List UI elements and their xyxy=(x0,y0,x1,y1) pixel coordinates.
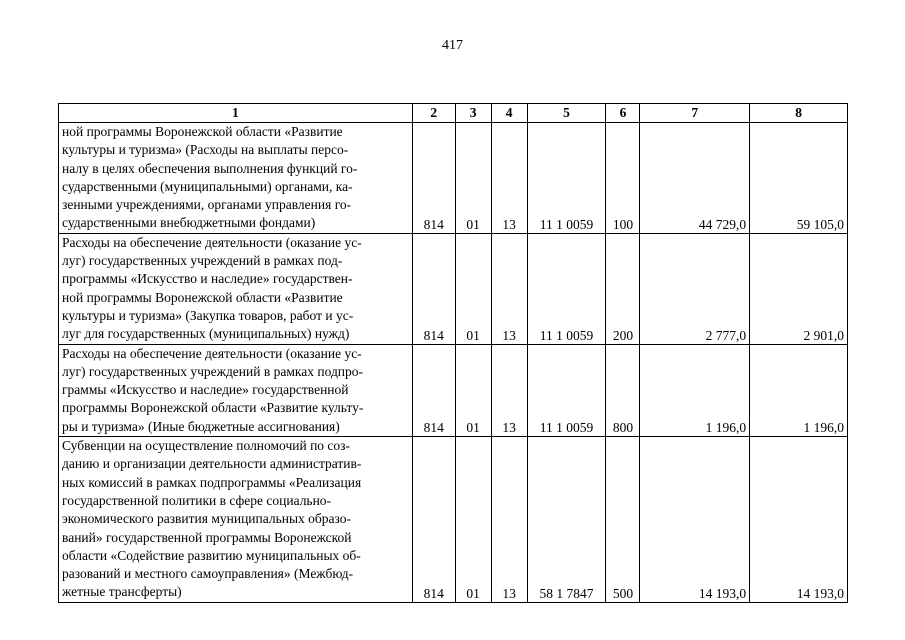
ministry-code: 814 xyxy=(412,437,455,603)
subsection-code: 13 xyxy=(491,344,527,436)
table-row xyxy=(59,344,848,436)
target-article-code: 11 1 0059 xyxy=(527,233,606,344)
header-col-5: 5 xyxy=(527,104,606,123)
description-line: зенными учреждениями, органами управления го- xyxy=(62,197,352,213)
expense-type-code: 100 xyxy=(606,123,640,234)
table-row xyxy=(59,123,848,234)
budget-table xyxy=(58,103,848,603)
description-line: граммы «Искусство и наследие» государственной xyxy=(62,382,349,398)
table-row xyxy=(59,233,848,344)
amount-col-7: 14 193,0 xyxy=(640,437,750,603)
section-code: 01 xyxy=(455,233,491,344)
description-line: жетные трансферты) xyxy=(62,584,182,600)
target-article-code: 11 1 0059 xyxy=(527,123,606,234)
subsection-code: 13 xyxy=(491,233,527,344)
section-code: 01 xyxy=(455,344,491,436)
page-number: 417 xyxy=(442,38,463,53)
description-line: области «Содействие развитию муниципальных об- xyxy=(62,547,361,563)
target-article-code: 58 1 7847 xyxy=(527,437,606,603)
description-line: разований и местного самоуправления» (Межбюд- xyxy=(62,566,354,582)
ministry-code: 814 xyxy=(412,233,455,344)
ministry-code: 814 xyxy=(412,123,455,234)
row-description xyxy=(59,344,413,436)
description-line: налу в целях обеспечения выполнения функций го- xyxy=(62,160,358,176)
row-description xyxy=(59,233,413,344)
description-line: культуры и туризма» (Расходы на выплаты персо- xyxy=(62,142,349,158)
description-line: луг для государственных (муниципальных) нужд) xyxy=(62,326,350,342)
description-line: программы «Искусство и наследие» государствен- xyxy=(62,271,353,287)
description-line: экономического развития муниципальных образо- xyxy=(62,511,352,527)
header-row xyxy=(59,104,848,123)
amount-col-7: 44 729,0 xyxy=(640,123,750,234)
expense-type-code: 200 xyxy=(606,233,640,344)
amount-col-8: 14 193,0 xyxy=(750,437,848,603)
header-col-7: 7 xyxy=(640,104,750,123)
table-row xyxy=(59,437,848,603)
expense-type-code: 800 xyxy=(606,344,640,436)
description-line: данию и организации деятельности административ- xyxy=(62,456,362,472)
subsection-code: 13 xyxy=(491,123,527,234)
description-line: ных комиссий в рамках подпрограммы «Реализация xyxy=(62,474,362,490)
description-line: Расходы на обеспечение деятельности (оказание ус- xyxy=(62,345,362,361)
section-code: 01 xyxy=(455,437,491,603)
ministry-code: 814 xyxy=(412,344,455,436)
description-line: ной программы Воронежской области «Развитие xyxy=(62,124,343,139)
description-line: ной программы Воронежской области «Развитие xyxy=(62,289,343,305)
header-col-4: 4 xyxy=(491,104,527,123)
amount-col-7: 2 777,0 xyxy=(640,233,750,344)
description-line: ры и туризма» (Иные бюджетные ассигнования) xyxy=(62,418,340,434)
description-line: ваний» государственной программы Воронежской xyxy=(62,529,352,545)
target-article-code: 11 1 0059 xyxy=(527,344,606,436)
description-line: культуры и туризма» (Закупка товаров, работ и ус- xyxy=(62,307,354,323)
subsection-code: 13 xyxy=(491,437,527,603)
amount-col-8: 1 196,0 xyxy=(750,344,848,436)
expense-type-code: 500 xyxy=(606,437,640,603)
amount-col-8: 2 901,0 xyxy=(750,233,848,344)
amount-col-7: 1 196,0 xyxy=(640,344,750,436)
header-col-2: 2 xyxy=(412,104,455,123)
header-col-6: 6 xyxy=(606,104,640,123)
description-line: сударственными внебюджетными фондами) xyxy=(62,215,316,231)
description-line: Субвенции на осуществление полномочий по соз- xyxy=(62,438,350,454)
description-line: программы Воронежской области «Развитие культу- xyxy=(62,400,364,416)
description-line: луг) государственных учреждений в рамках под- xyxy=(62,253,343,269)
row-description xyxy=(59,123,413,234)
description-line: государственной политики в сфере социально- xyxy=(62,492,332,508)
section-code: 01 xyxy=(455,123,491,234)
row-description xyxy=(59,437,413,603)
description-line: луг) государственных учреждений в рамках подпро- xyxy=(62,363,364,379)
description-line: Расходы на обеспечение деятельности (оказание ус- xyxy=(62,234,362,250)
description-line: сударственными (муниципальными) органами, ка- xyxy=(62,178,353,194)
amount-col-8: 59 105,0 xyxy=(750,123,848,234)
header-col-8: 8 xyxy=(750,104,848,123)
header-col-3: 3 xyxy=(455,104,491,123)
header-col-1: 1 xyxy=(59,104,413,123)
